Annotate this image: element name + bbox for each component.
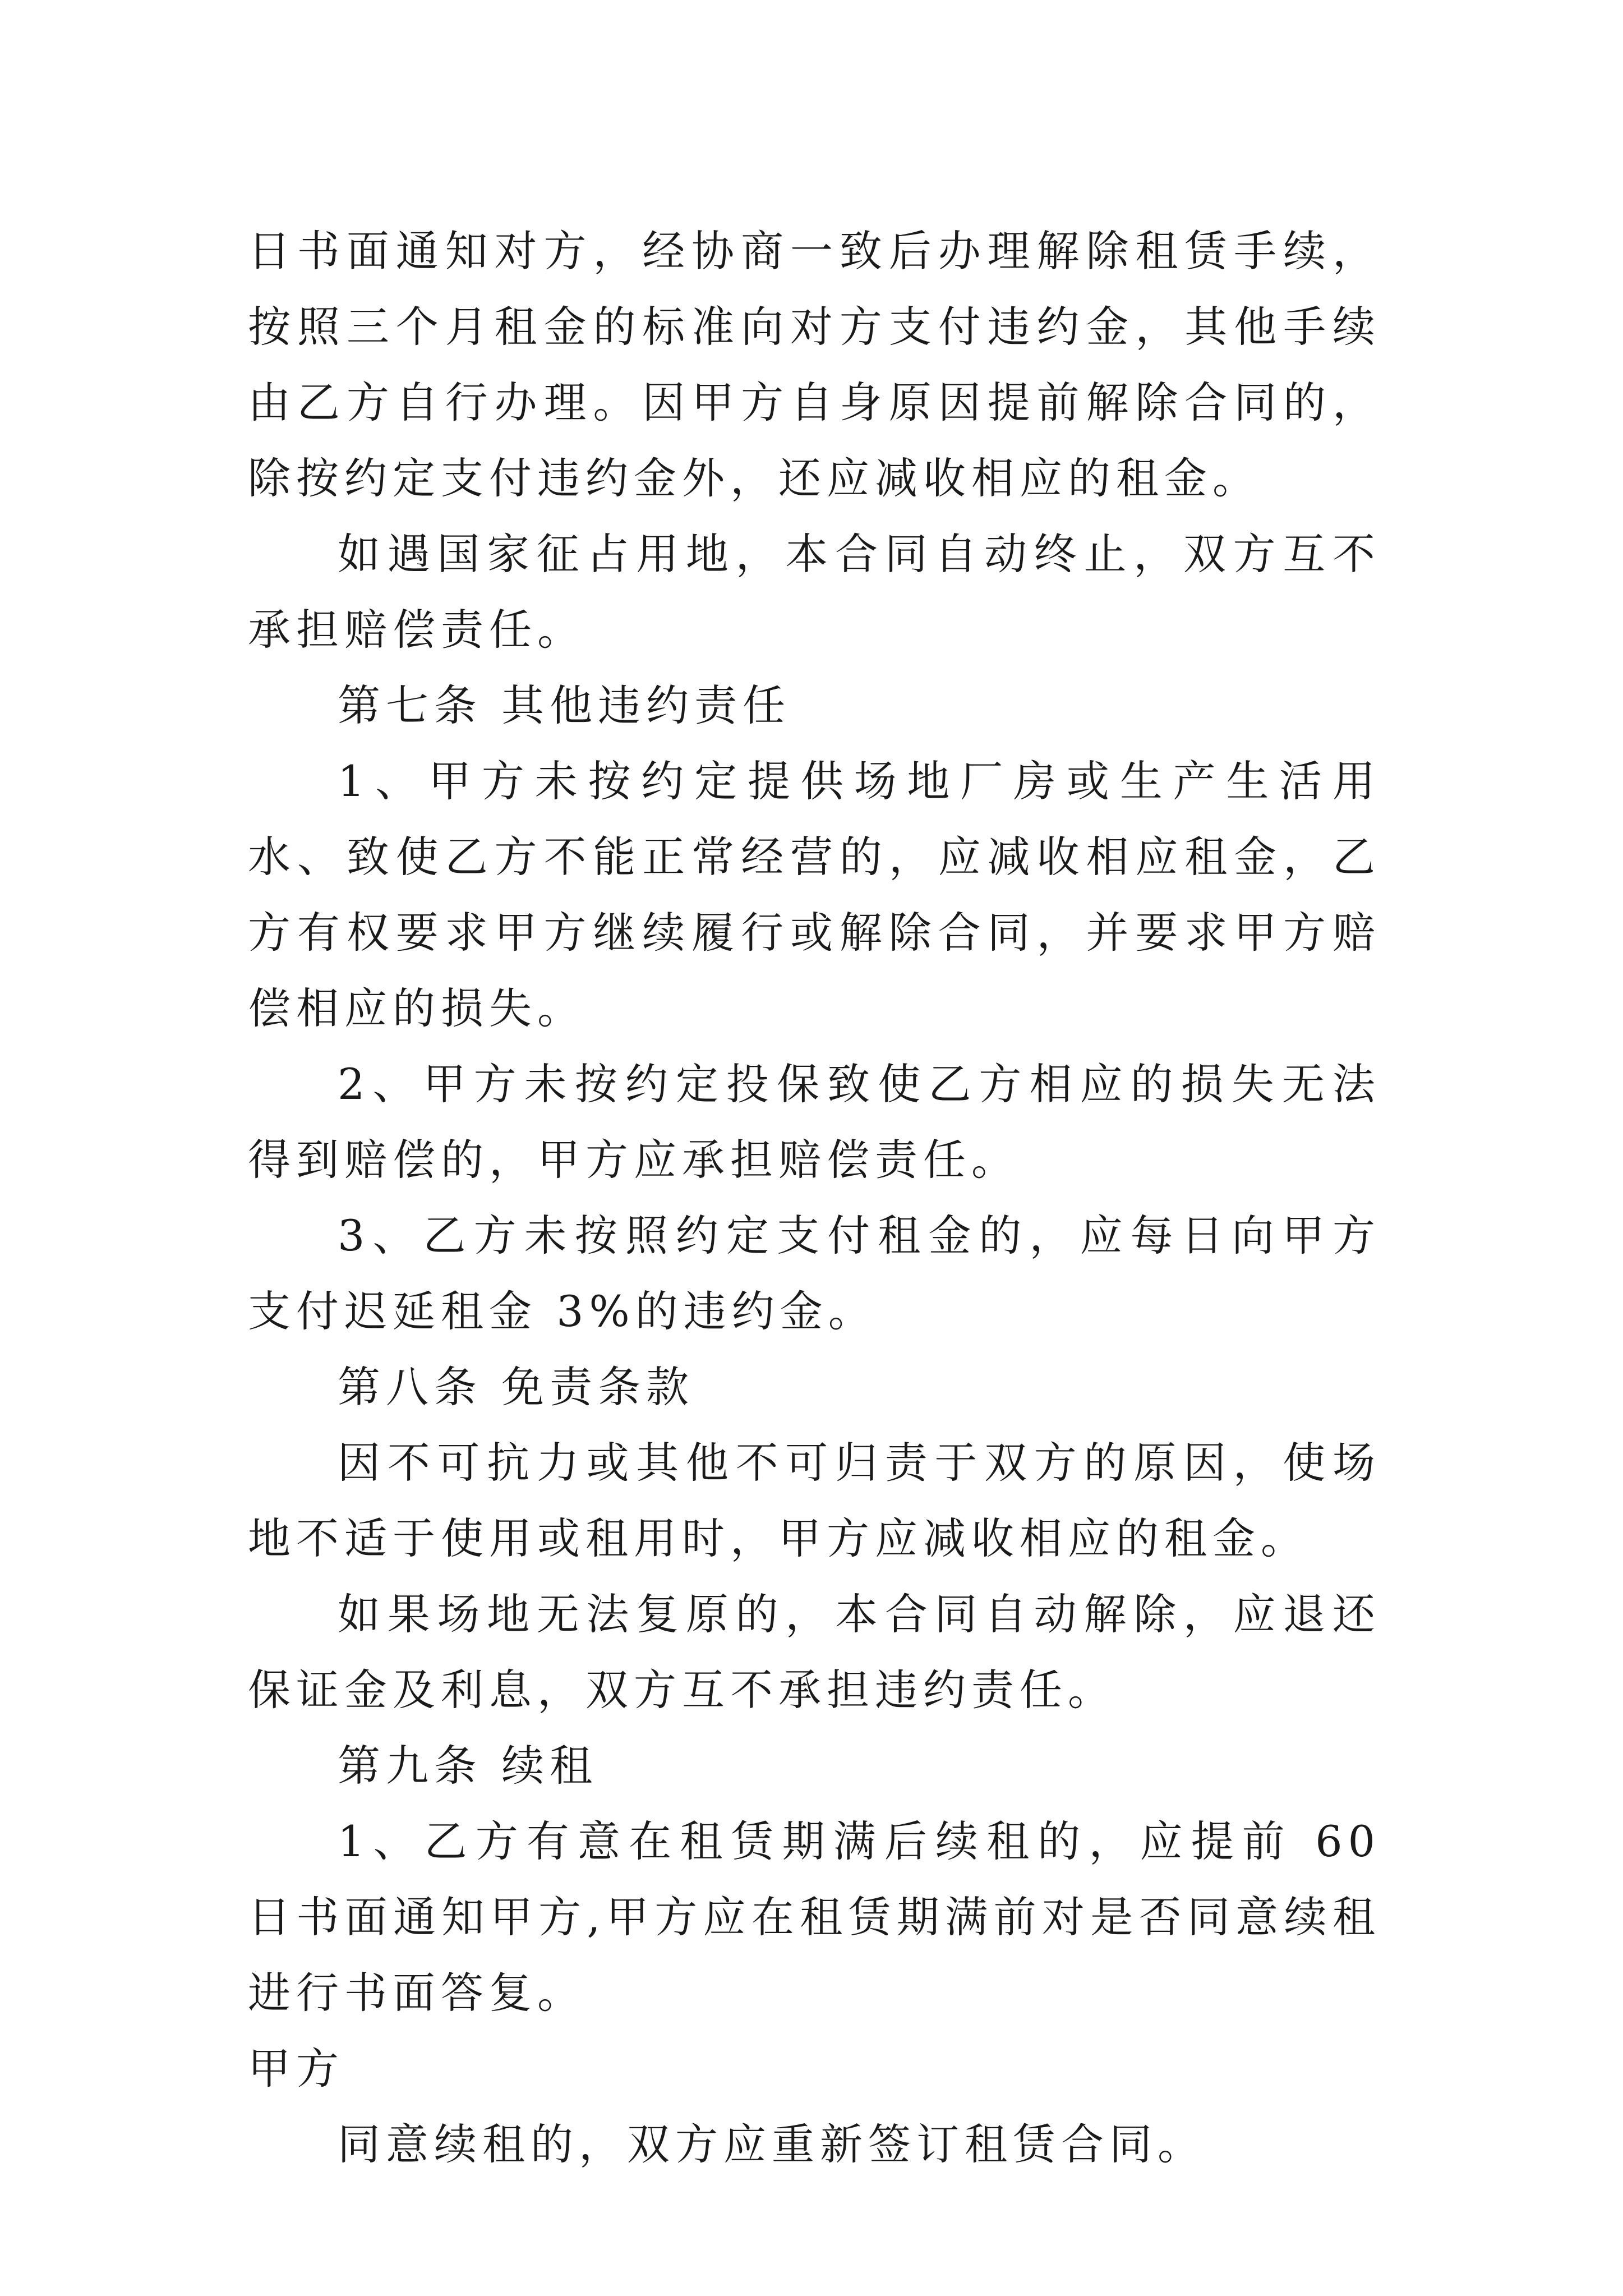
article-8-heading: 第八条 免责条款 (338, 1362, 695, 1412)
paragraph-article-7-item-1: 1、甲方未按约定提供场地厂房或生产生活用水、致使乙方不能正常经营的，应减收相应租金，乙方有权要求甲方继续履行或解除合同，并要求甲方赔偿相应的损失。 (248, 756, 1381, 1033)
paragraph-land-expropriation: 如遇国家征占用地，本合同自动终止，双方互不承担赔偿责任。 (248, 529, 1381, 655)
document-body (248, 213, 1381, 2182)
paragraph-renewal-new-contract: 同意续租的，双方应重新签订租赁合同。 (338, 2119, 1206, 2169)
paragraph-force-majeure: 因不可抗力或其他不可归责于双方的原因，使场地不适于使用或租用时，甲方应减收相应的租金。 (248, 1438, 1381, 1563)
paragraph-renewal-item-1: 1、乙方有意在租赁期满后续租的，应提前 60 日书面通知甲方,甲方应在租赁期满前对是否同意续租进行书面答复。 (248, 1816, 1381, 2018)
paragraph-article-7-item-2: 2、甲方未按约定投保致使乙方相应的损失无法得到赔偿的，甲方应承担赔偿责任。 (248, 1059, 1381, 1185)
paragraph-article-7-item-3: 3、乙方未按照约定支付租金的，应每日向甲方支付迟延租金 3%的违约金。 (248, 1211, 1381, 1336)
article-7-heading: 第七条 其他违约责任 (338, 680, 791, 730)
paragraph-site-unrecoverable: 如果场地无法复原的，本合同自动解除，应退还保证金及利息，双方互不承担违约责任。 (248, 1589, 1381, 1715)
paragraph-termination-notice: 日书面通知对方，经协商一致后办理解除租赁手续，按照三个月租金的标准向对方支付违约金，其他手续由乙方自行办理。因甲方自身原因提前解除合同的，除按约定支付违约金外，还应减收相应的租金。 (248, 226, 1381, 503)
article-9-heading: 第九条 续租 (338, 1741, 598, 1791)
paragraph-renewal-party-a: 甲方 (248, 2044, 344, 2093)
